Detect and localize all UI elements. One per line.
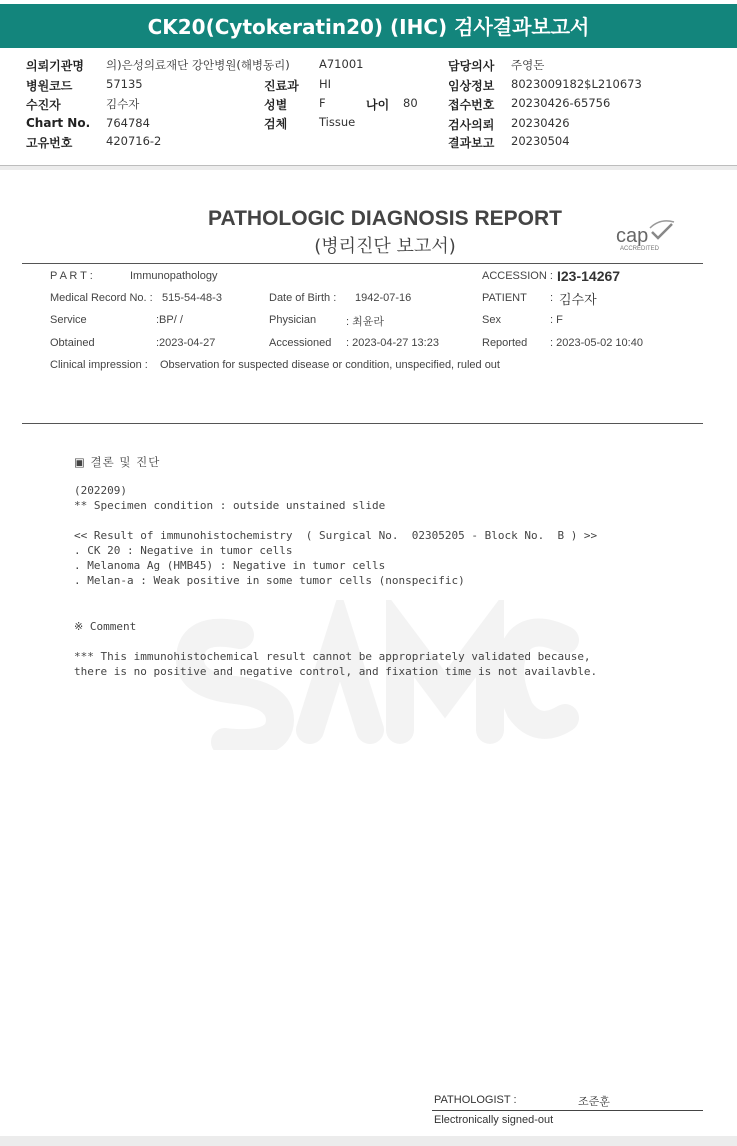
- dept-label: 진료과: [264, 79, 299, 93]
- institution-label: 의뢰기관명: [26, 59, 84, 73]
- service-label: Service: [50, 314, 87, 326]
- unique-number-label: 고유번호: [26, 136, 73, 150]
- dob-label: Date of Birth :: [269, 292, 337, 304]
- institution-value: 의)은성의료재단 강안병원(해병동리): [106, 58, 290, 72]
- result-date-value: 20230504: [511, 134, 570, 148]
- page-bottom-band: [0, 1136, 737, 1146]
- clinical-info-value: 8023009182$L210673: [511, 77, 642, 91]
- accessioned-value: : 2023-04-27 13:23: [346, 337, 439, 349]
- pathologist-label: PATHOLOGIST :: [434, 1094, 517, 1106]
- service-value: :BP/ /: [156, 314, 183, 326]
- cap-accredited-logo: [612, 218, 684, 252]
- part-label: P A R T :: [50, 270, 93, 282]
- sex-field-label: Sex: [482, 314, 501, 326]
- age-value: 80: [403, 96, 418, 110]
- request-date-value: 20230426: [511, 116, 570, 130]
- doctor-label: 담당의사: [448, 59, 495, 73]
- request-date-label: 검사의뢰: [448, 118, 495, 132]
- body-line-specimen-condition: ** Specimen condition : outside unstained slide: [74, 499, 386, 512]
- accessioned-label: Accessioned: [269, 337, 332, 349]
- dob-value: 1942-07-16: [355, 292, 412, 304]
- clinical-impression-label: Clinical impression :: [50, 359, 148, 371]
- result-date-label: 결과보고: [448, 136, 495, 150]
- physician-label: Physician: [269, 314, 317, 326]
- reported-label: Reported: [482, 337, 528, 349]
- body-line-hmb45: . Melanoma Ag (HMB45) : Negative in tumor cells: [74, 559, 386, 572]
- reception-number-label: 접수번호: [448, 98, 495, 112]
- chart-no-value: 764784: [106, 116, 150, 130]
- body-line-melan-a: . Melan-a : Weak positive in some tumor cells (nonspecific): [74, 574, 465, 587]
- report-top-rule: [22, 263, 703, 264]
- obtained-label: Obtained: [50, 337, 95, 349]
- report-subtitle: (병리진단 보고서): [314, 236, 456, 257]
- mrn-value: 515-54-48-3: [162, 292, 222, 304]
- doctor-value: 주영돈: [511, 58, 545, 72]
- mrn-label: Medical Record No. :: [50, 292, 153, 304]
- sex-label: 성별: [264, 98, 288, 112]
- report-banner-title: CK20(Cytokeratin20) (IHC) 검사결과보고서: [0, 4, 737, 48]
- age-label: 나이: [366, 98, 390, 112]
- hospital-code-label: 병원코드: [26, 79, 73, 93]
- part-value: Immunopathology: [130, 270, 218, 282]
- electronic-signature-note: Electronically signed-out: [434, 1114, 554, 1126]
- dept-value: HI: [319, 77, 332, 91]
- reception-number-value: 20230426-65756: [511, 96, 611, 110]
- clinical-impression-value: Observation for suspected disease or condition, unspecified, ruled out: [160, 359, 500, 371]
- chart-no-label: Chart No.: [26, 116, 91, 130]
- sex-field-value: : F: [550, 314, 563, 326]
- body-line-ck20: . CK 20 : Negative in tumor cells: [74, 544, 293, 557]
- body-line-ihc-header: << Result of immunohistochemistry ( Surgical No. 02305205 - Block No. B ) >>: [74, 529, 598, 542]
- report-title: PATHOLOGIC DIAGNOSIS REPORT: [208, 207, 562, 230]
- signature-line: [432, 1110, 703, 1111]
- body-line-code: (202209): [74, 484, 127, 497]
- specimen-label: 검체: [264, 117, 288, 131]
- patient-name-value: 김수자: [106, 97, 140, 111]
- clinical-info-label: 임상정보: [448, 79, 495, 93]
- page-gap: [0, 166, 737, 170]
- hospital-code-value: 57135: [106, 77, 143, 91]
- patient-value: 김수자: [559, 292, 597, 307]
- reported-value: : 2023-05-02 10:40: [550, 337, 643, 349]
- cap-accredited-text: ACCREDITED: [620, 246, 660, 252]
- pathologist-name: 조준훈: [578, 1095, 610, 1108]
- institution-code: A71001: [319, 57, 364, 71]
- accession-label: ACCESSION :: [482, 270, 553, 282]
- obtained-value: :2023-04-27: [156, 337, 216, 349]
- sex-value: F: [319, 96, 326, 110]
- cap-logo-text: cap: [616, 225, 649, 247]
- unique-number-value: 420716-2: [106, 134, 162, 148]
- report-mid-rule: [22, 423, 703, 424]
- physician-value: : 최윤라: [346, 316, 384, 328]
- patient-separator: :: [550, 292, 554, 304]
- comment-line-1: *** This immunohistochemical result cannot be appropriately validated because,: [74, 650, 591, 663]
- patient-name-label: 수진자: [26, 98, 61, 112]
- patient-label: PATIENT: [482, 292, 527, 304]
- accession-value: I23-14267: [557, 268, 621, 284]
- comment-heading: ※ Comment: [74, 620, 137, 633]
- specimen-value: Tissue: [319, 115, 356, 129]
- conclusion-heading: ▣ 결론 및 진단: [74, 455, 161, 469]
- comment-line-2: there is no positive and negative control, and fixation time is not availavble.: [74, 665, 598, 678]
